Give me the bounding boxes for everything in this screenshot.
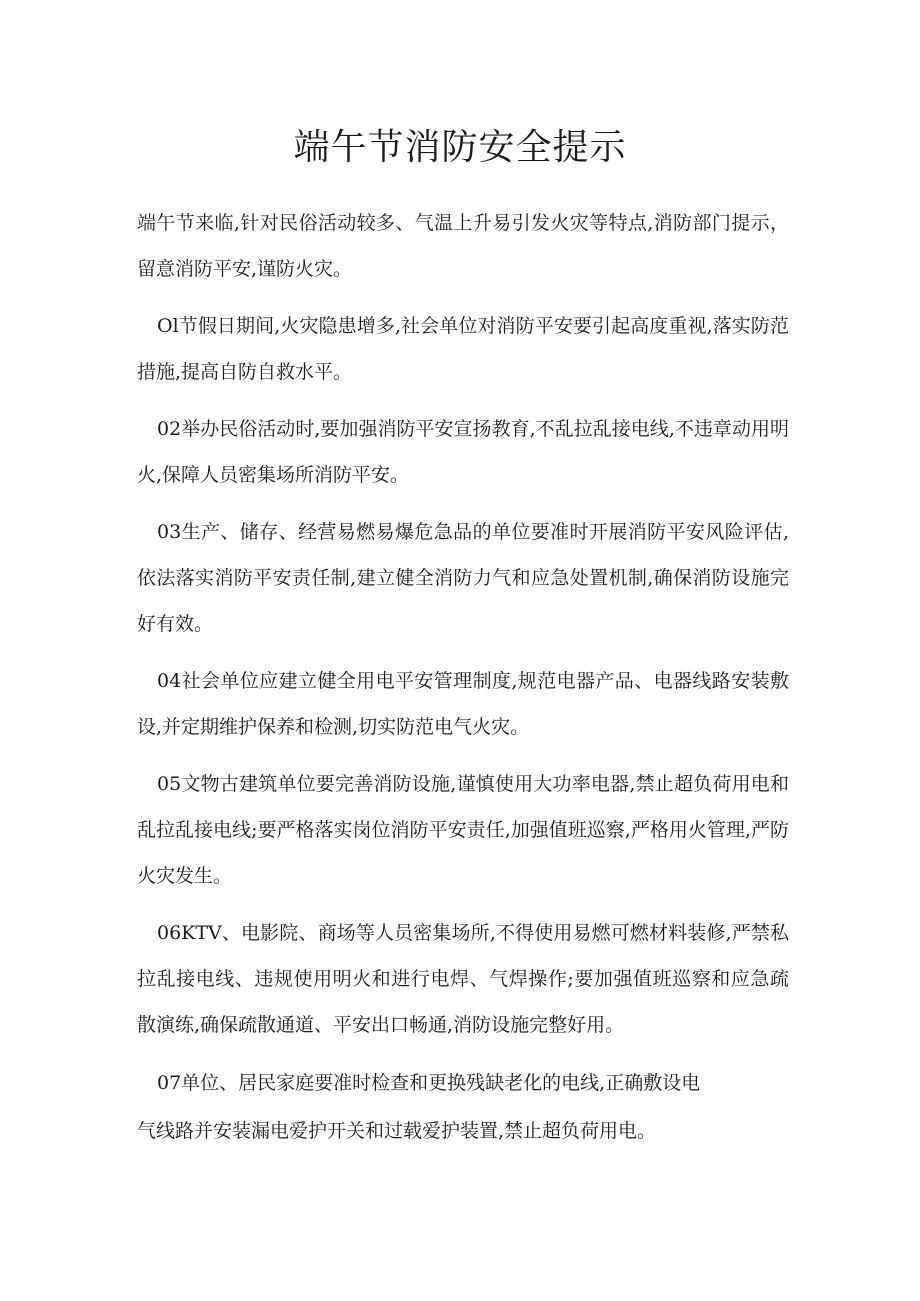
- item-paragraph-05: 05文物古建筑单位要完善消防设施,谨慎使用大功率电器,禁止超负荷用电和乱拉乱接电线;要严格落实岗位消防平安责任,加强值班巡察,严格用火管理,严防火灾发生。: [137, 773, 789, 887]
- item-paragraph-03: 03生产、储存、经营易燃易爆危急品的单位要准时开展消防平安风险评估,依法落实消防平安责任制,建立健全消防力气和应急处置机制,确保消防设施完好有效。: [137, 521, 789, 635]
- document-title: 端午节消防安全提示: [293, 127, 627, 168]
- item-paragraph-06: 06KTV、电影院、商场等人员密集场所,不得使用易燃可燃材料装修,严禁私拉乱接电线、违规使用明火和进行电焊、气焊操作;要加强值班巡察和应急疏散演练,确保疏散通道、平安出口畅通,消防设施完整好用。: [137, 922, 789, 1036]
- item-paragraph-04: 04社会单位应建立健全用电平安管理制度,规范电器产品、电器线路安装敷设,并定期维护保养和检测,切实防范电气火灾。: [137, 670, 789, 738]
- intro-paragraph: 端午节来临,针对民俗活动较多、气温上升易引发火灾等特点,消防部门提示，留意消防平安,谨防火灾。: [137, 212, 789, 280]
- item-paragraph-07: [137, 1059, 789, 1155]
- item-07-line-1: 07单位、居民家庭要准时检查和更换残缺老化的电线,正确敷设电: [157, 1072, 701, 1094]
- item-07-line-2: 气线路并安装漏电爱护开关和过载爱护装置,禁止超负荷用电。: [137, 1120, 657, 1142]
- item-paragraph-02: 02举办民俗活动时,要加强消防平安宣扬教育,不乱拉乱接电线,不违章动用明火,保障人员密集场所消防平安。: [137, 418, 789, 486]
- document-body: [137, 200, 789, 1166]
- item-paragraph-01: Ol节假日期间,火灾隐患增多,社会单位对消防平安要引起高度重视,落实防范措施,提高自防自救水平。: [137, 315, 789, 383]
